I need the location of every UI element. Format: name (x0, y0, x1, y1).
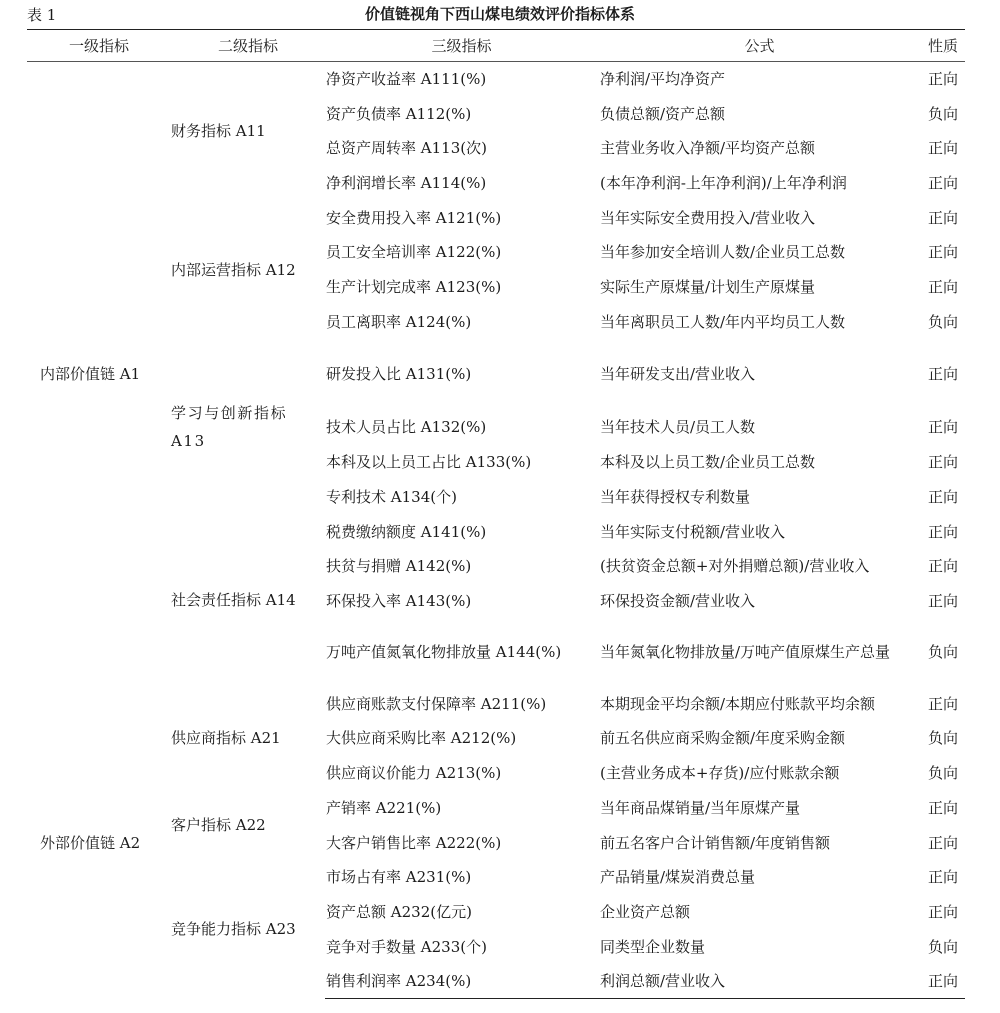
indicator-cell: 市场占有率 A231(%) (326, 868, 472, 887)
nature-cell: 正向 (927, 365, 958, 383)
formula-cell: 利润总额/营业收入 (598, 964, 921, 999)
nature-cell: 正向 (927, 833, 958, 852)
formula-cell: 本科及以上员工数/企业员工总数 (600, 453, 816, 472)
formula-cell: 产品销量/煤炭消费总量 (600, 868, 756, 887)
indicator-cell: 竞争对手数量 A233(个) (326, 937, 487, 956)
formula-cell: 当年研发支出/营业收入 (600, 365, 756, 383)
formula-cell: 实际生产原煤量/计划生产原煤量 (600, 277, 816, 296)
formula-cell: (主营业务成本+存货)/应付账款余额 (600, 764, 840, 783)
formula-cell: 前五名供应商采购金额/年度采购金额 (600, 729, 846, 748)
indicator-cell: 安全费用投入率 A121(%) (326, 208, 502, 227)
column-header-nature: 性质 (921, 30, 965, 62)
nature-cell: 正向 (927, 557, 958, 576)
nature-cell: 正向 (927, 522, 958, 541)
nature-cell: 负向 (927, 764, 958, 783)
indicator-cell: 环保投入率 A143(%) (326, 592, 472, 611)
formula-cell: 当年技术人员/员工人数 (600, 418, 756, 436)
formula-cell: 企业资产总额 (600, 902, 691, 921)
nature-cell: 正向 (927, 592, 958, 611)
formula-cell: 前五名客户合计销售额/年度销售额 (600, 833, 831, 852)
indicator-cell: 专利技术 A134(个) (326, 488, 457, 507)
column-header-formula: 公式 (598, 30, 921, 62)
formula-cell: 当年离职员工人数/年内平均员工人数 (600, 312, 846, 331)
table-title: 价值链视角下西山煤电绩效评价指标体系 (364, 5, 635, 23)
indicator-cell: 万吨产值氮氧化物排放量 A144(%) (326, 643, 562, 662)
formula-cell: 当年参加安全培训人数/企业员工总数 (600, 243, 846, 262)
nature-cell: 正向 (927, 868, 958, 887)
column-header-level1: 一级指标 (27, 30, 171, 62)
formula-cell: 负债总额/资产总额 (600, 104, 726, 123)
nature-cell: 负向 (927, 104, 958, 123)
level2-cell-a21: 供应商指标 A21 (171, 729, 281, 748)
indicator-cell: 员工安全培训率 A122(%) (326, 243, 502, 262)
level1-cell-internal: 内部价值链 A1 (40, 365, 141, 384)
indicator-cell: 资产总额 A232(亿元) (326, 902, 472, 921)
formula-cell (598, 618, 921, 686)
indicator-cell: 大客户销售比率 A222(%) (326, 833, 502, 852)
indicator-cell: 总资产周转率 A113(次) (326, 139, 487, 158)
nature-cell: 正向 (927, 902, 958, 921)
formula-cell: 净利润/平均净资产 (600, 70, 726, 89)
indicator-cell: 研发投入比 A131(%) (326, 365, 472, 383)
nature-cell: 正向 (927, 173, 958, 192)
level2-cell-a11: 财务指标 A11 (171, 122, 266, 141)
level2-cell-a23: 竞争能力指标 A23 (171, 920, 296, 939)
nature-cell: 正向 (927, 208, 958, 227)
formula-cell: 当年实际支付税额/营业收入 (600, 522, 786, 541)
nature-cell: 负向 (927, 729, 958, 748)
indicator-cell: 净利润增长率 A114(%) (326, 173, 487, 192)
column-header-level2: 二级指标 (171, 30, 325, 62)
nature-cell: 正向 (927, 243, 958, 262)
indicator-table (27, 29, 965, 999)
indicator-cell: 扶贫与捐赠 A142(%) (326, 557, 472, 576)
nature-cell: 正向 (927, 418, 958, 436)
table-row (27, 686, 965, 721)
indicator-cell: 供应商账款支付保障率 A211(%) (326, 694, 547, 713)
formula-cell: 当年实际安全费用投入/营业收入 (600, 208, 816, 227)
level2-label-a13: 学习与创新指标 A13 (171, 403, 288, 450)
formula-cell: (本年净利润-上年净利润)/上年净利润 (600, 173, 847, 192)
nature-cell: 正向 (927, 488, 958, 507)
level2-cell-a14: 社会责任指标 A14 (171, 591, 296, 610)
nature-cell: 正向 (921, 964, 965, 999)
nature-cell: 负向 (927, 312, 958, 331)
formula-cell: 主营业务收入净额/平均资产总额 (600, 139, 816, 158)
nature-cell: 正向 (927, 139, 958, 158)
formula-text: 当年氮氧化物排放量/万吨产值原煤生产总量 (600, 642, 891, 661)
level1-cell-external: 外部价值链 A2 (40, 833, 141, 852)
indicator-cell: 生产计划完成率 A123(%) (326, 277, 502, 296)
nature-cell: 负向 (927, 937, 958, 956)
indicator-cell: 产销率 A221(%) (326, 798, 442, 817)
indicator-cell: 本科及以上员工占比 A133(%) (326, 453, 532, 472)
nature-cell: 负向 (927, 643, 958, 662)
formula-cell: 当年商品煤销量/当年原煤产量 (600, 798, 801, 817)
nature-cell: 正向 (927, 70, 958, 89)
indicator-cell: 销售利润率 A234(%) (325, 964, 598, 999)
column-header-level3: 三级指标 (325, 30, 598, 62)
table-label: 表 1 (27, 6, 57, 24)
formula-cell: 当年获得授权专利数量 (600, 488, 751, 507)
formula-cell: (扶贫资金总额+对外捐赠总额)/营业收入 (600, 557, 870, 576)
formula-cell: 本期现金平均余额/本期应付账款平均余额 (600, 694, 876, 713)
level2-cell-a22: 客户指标 A22 (171, 816, 266, 835)
level2-cell-a12: 内部运营指标 A12 (171, 260, 296, 279)
indicator-cell: 资产负债率 A112(%) (326, 104, 472, 123)
indicator-cell: 大供应商采购比率 A212(%) (326, 729, 517, 748)
indicator-cell: 员工离职率 A124(%) (326, 312, 472, 331)
nature-cell: 正向 (927, 453, 958, 472)
nature-cell: 正向 (927, 277, 958, 296)
table-row (27, 62, 965, 97)
indicator-cell: 供应商议价能力 A213(%) (326, 764, 502, 783)
formula-cell: 同类型企业数量 (600, 937, 706, 956)
indicator-cell: 技术人员占比 A132(%) (326, 418, 487, 436)
formula-cell: 环保投资金额/营业收入 (600, 592, 756, 611)
indicator-cell: 税费缴纳额度 A141(%) (326, 522, 487, 541)
level2-cell-a13 (171, 339, 325, 514)
header-row (27, 30, 965, 62)
nature-cell: 正向 (927, 694, 958, 713)
nature-cell: 正向 (927, 798, 958, 817)
indicator-cell: 净资产收益率 A111(%) (326, 70, 487, 89)
